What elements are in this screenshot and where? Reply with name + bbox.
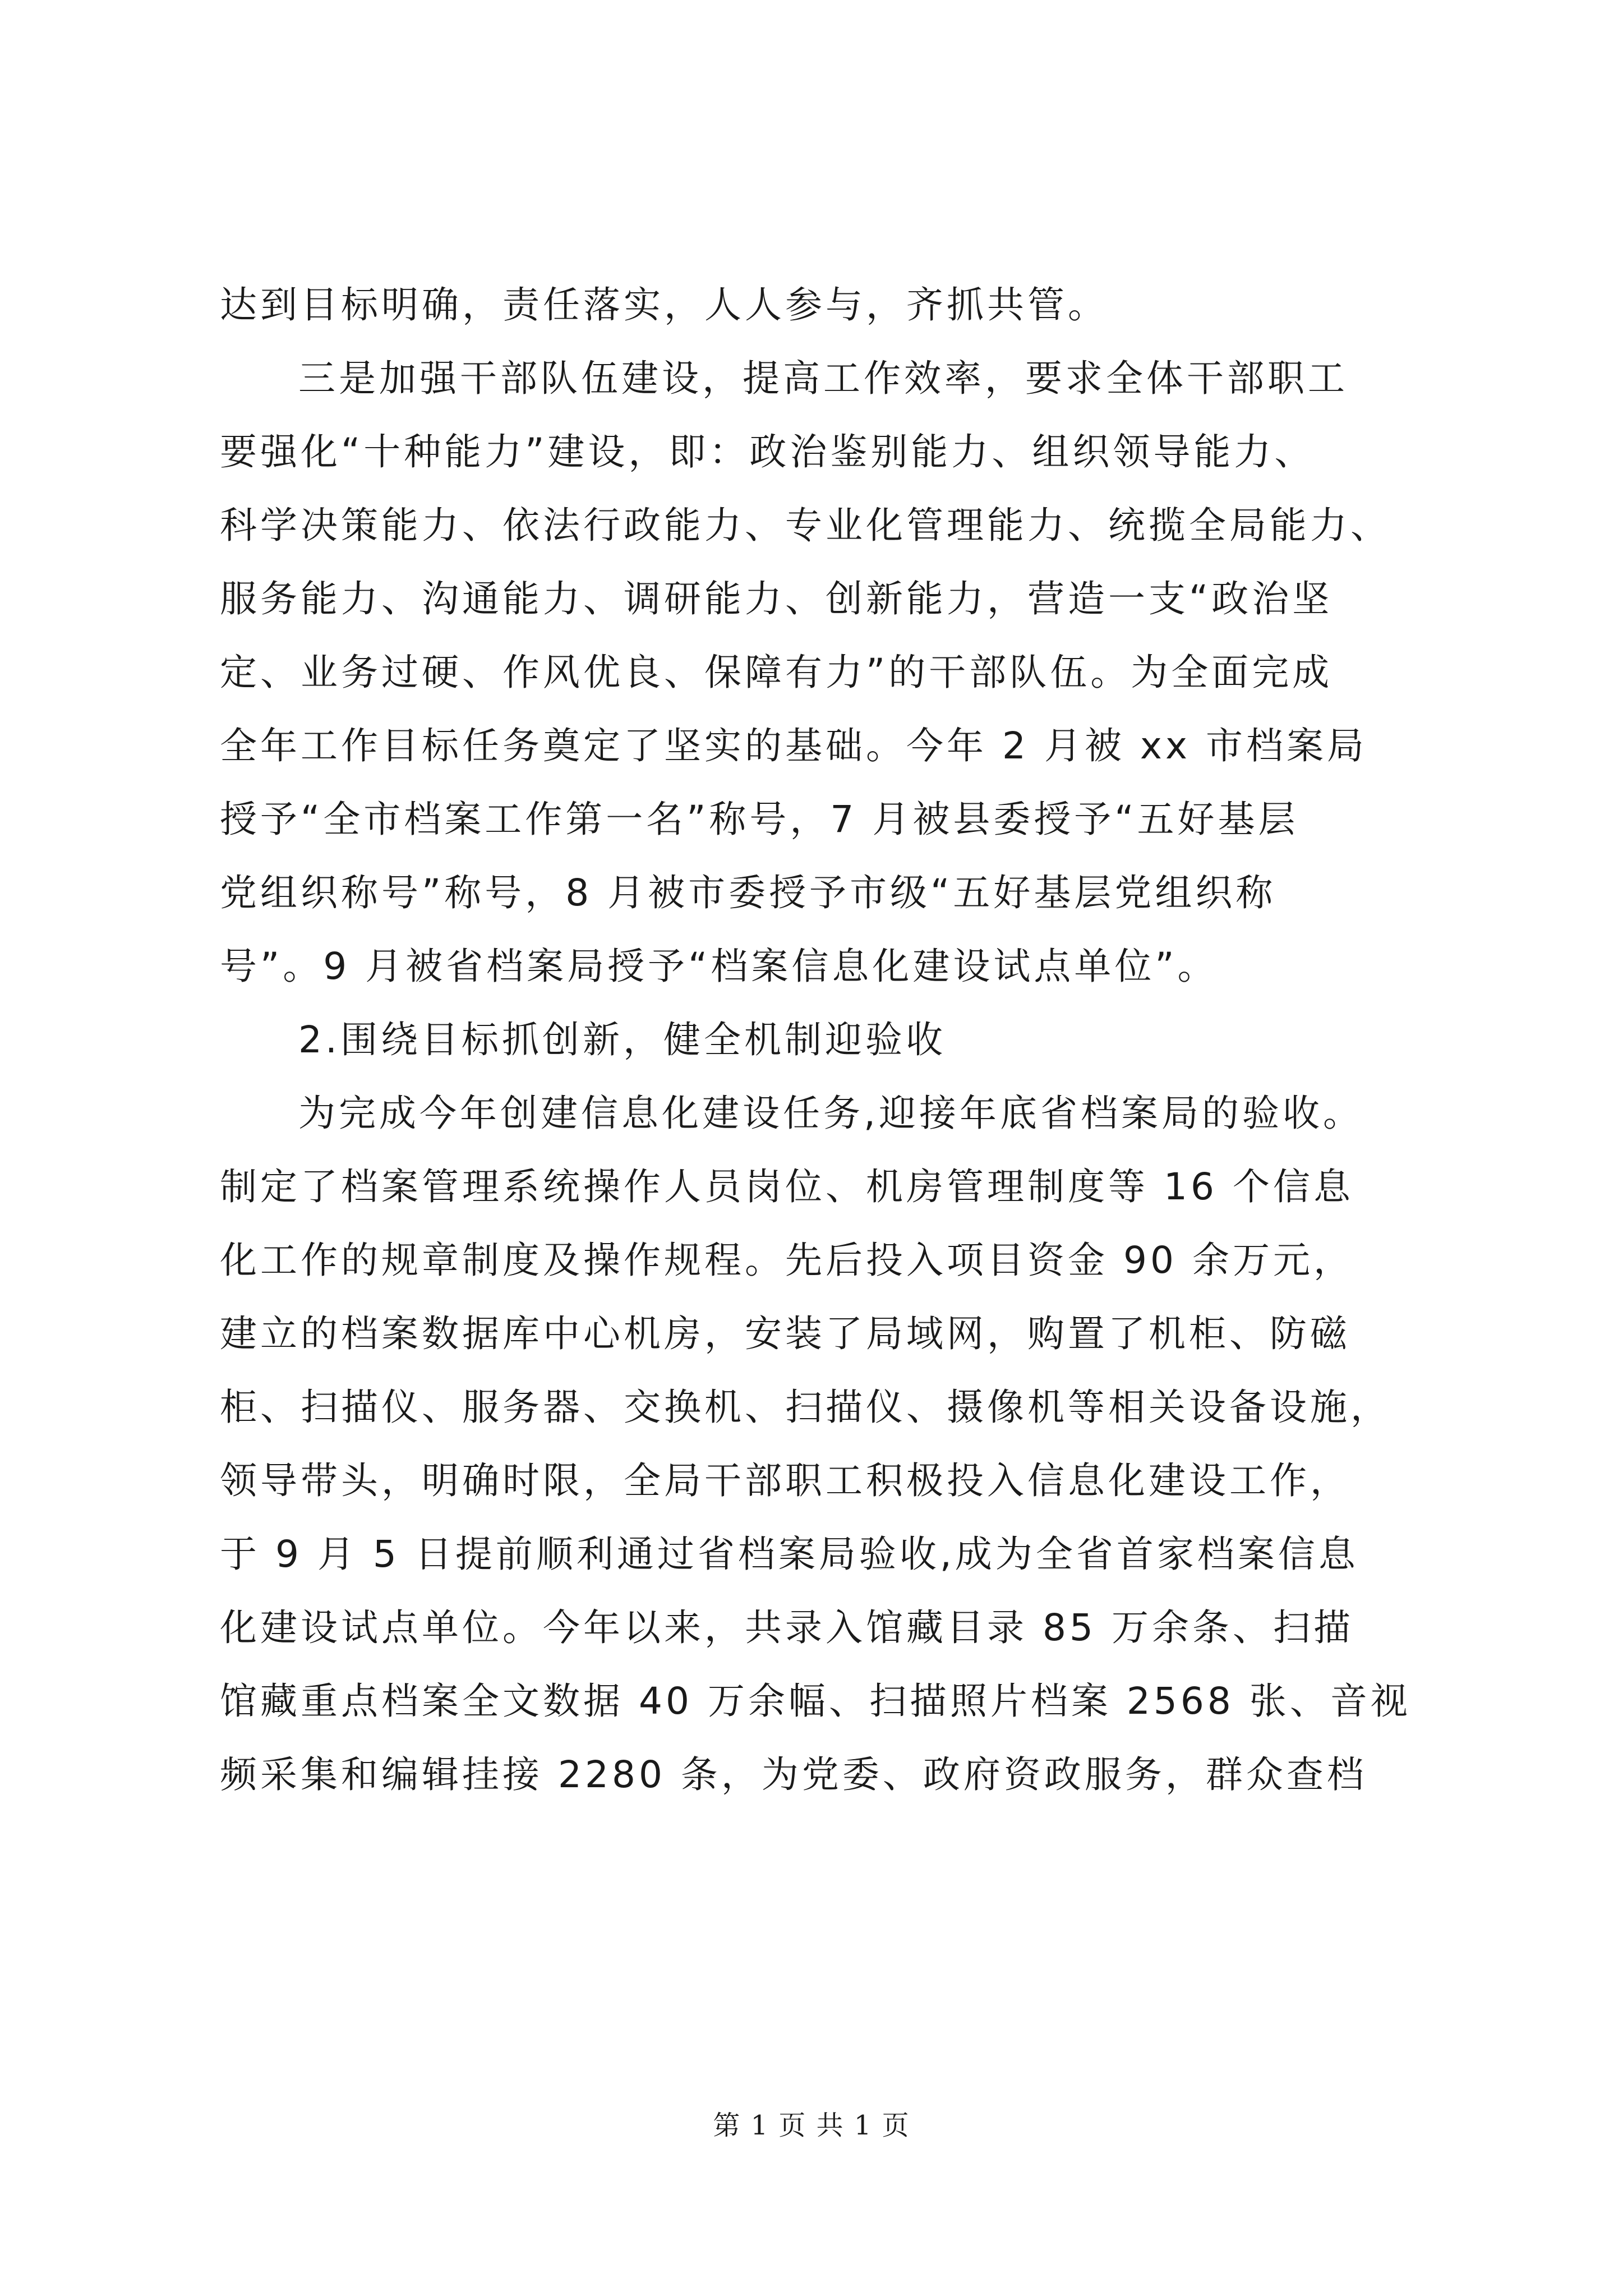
text-line: 为完成今年创建信息化建设任务,迎接年底省档案局的验收。 bbox=[298, 1092, 1363, 1135]
text-line: 定、业务过硬、作风优良、保障有力”的干部队伍。为全面完成 bbox=[220, 651, 1333, 694]
section-heading: 2.围绕目标抓创新，健全机制迎验收 bbox=[298, 1018, 946, 1061]
text-line: 达到目标明确，责任落实，人人参与，齐抓共管。 bbox=[220, 283, 1108, 326]
text-line: 建立的档案数据库中心机房，安装了局域网，购置了机柜、防磁 bbox=[220, 1312, 1350, 1355]
page-number-footer: 第 1 页 共 1 页 bbox=[713, 2110, 910, 2141]
text-line: 号”。9 月被省档案局授予“档案信息化建设试点单位”。 bbox=[220, 945, 1218, 988]
text-line: 柜、扫描仪、服务器、交换机、扫描仪、摄像机等相关设备设施， bbox=[220, 1386, 1391, 1429]
text-line: 馆藏重点档案全文数据 40 万余幅、扫描照片档案 2568 张、音视 bbox=[220, 1680, 1411, 1723]
text-line: 频采集和编辑挂接 2280 条，为党委、政府资政服务，群众查档 bbox=[220, 1753, 1367, 1796]
text-line: 于 9 月 5 日提前顺利通过省档案局验收,成为全省首家档案信息 bbox=[220, 1533, 1359, 1576]
text-line: 服务能力、沟通能力、调研能力、创新能力，营造一支“政治坚 bbox=[220, 577, 1333, 620]
text-line: 科学决策能力、依法行政能力、专业化管理能力、统揽全局能力、 bbox=[220, 504, 1391, 547]
text-line: 党组织称号”称号，8 月被市委授予市级“五好基层党组织称 bbox=[220, 871, 1276, 914]
text-line: 三是加强干部队伍建设，提高工作效率，要求全体干部职工 bbox=[298, 357, 1348, 400]
text-line: 全年工作目标任务奠定了坚实的基础。今年 2 月被 xx 市档案局 bbox=[220, 724, 1368, 767]
text-line: 化工作的规章制度及操作规程。先后投入项目资金 90 余万元， bbox=[220, 1239, 1354, 1282]
text-line: 制定了档案管理系统操作人员岗位、机房管理制度等 16 个信息 bbox=[220, 1165, 1354, 1208]
document-body bbox=[220, 268, 1442, 1811]
text-line: 要强化“十种能力”建设，即：政治鉴别能力、组织领导能力、 bbox=[220, 430, 1315, 473]
text-line: 领导带头，明确时限，全局干部职工积极投入信息化建设工作， bbox=[220, 1459, 1350, 1502]
text-line: 授予“全市档案工作第一名”称号，7 月被县委授予“五好基层 bbox=[220, 798, 1299, 841]
text-line: 化建设试点单位。今年以来，共录入馆藏目录 85 万余条、扫描 bbox=[220, 1606, 1354, 1649]
